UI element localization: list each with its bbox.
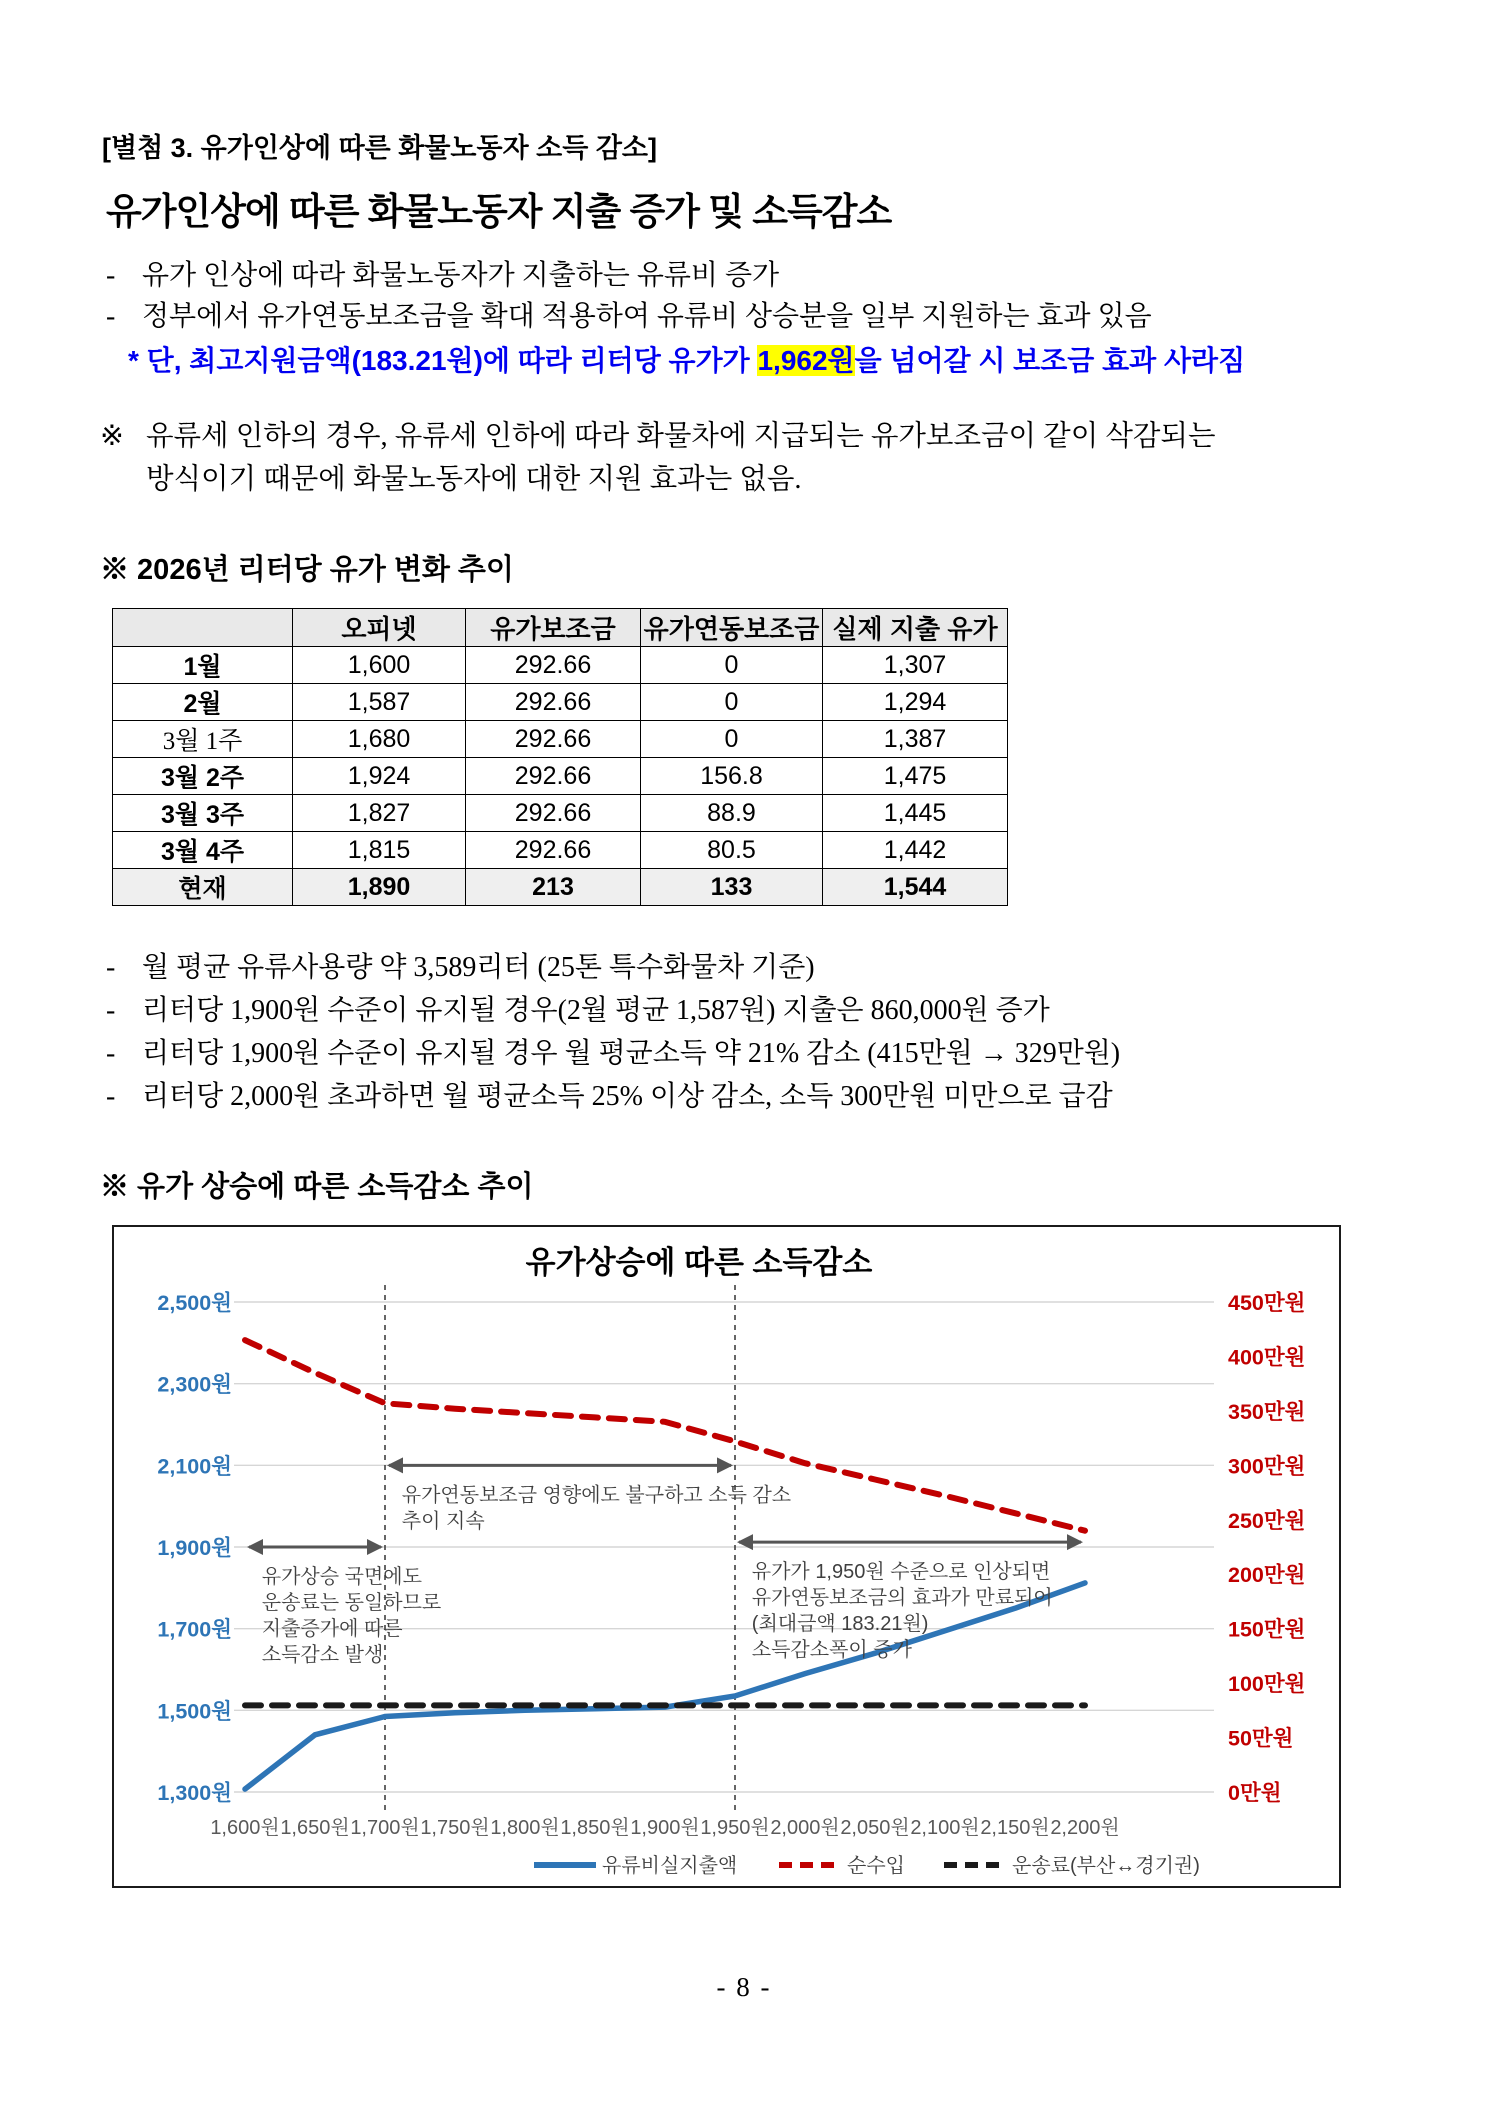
x-axis-label: 2,150원 <box>980 1817 1050 1839</box>
chart-title: 유가상승에 따른 소득감소 <box>525 1245 873 1280</box>
right-axis-label: 400만원 <box>1228 1345 1306 1370</box>
x-axis-label: 2,050원 <box>840 1817 910 1839</box>
row-value: 1,680 <box>293 721 466 758</box>
x-axis-label: 1,900원 <box>630 1817 700 1839</box>
bullet-text: 리터당 2,000원 초과하면 월 평균소득 25% 이상 감소, 소득 300만원 미만으로 급감 <box>142 1081 1113 1112</box>
row-value: 1,475 <box>823 758 1008 795</box>
row-value: 1,600 <box>293 647 466 684</box>
remark-text <box>146 415 1216 501</box>
chart-heading: ※ 유가 상승에 따른 소득감소 추이 <box>100 1171 534 1203</box>
row-value: 1,445 <box>823 795 1008 832</box>
row-value: 88.9 <box>641 795 823 832</box>
row-value: 0 <box>641 684 823 721</box>
arrowhead-left <box>247 1539 263 1555</box>
row-label: 3월 4주 <box>113 832 293 869</box>
analysis-bullet-4 <box>100 1075 1388 1118</box>
annotation-text-2: 유가연동보조금 영향에도 불구하고 소득 감소 추이 지속 <box>401 1484 792 1533</box>
analysis-bullet-2 <box>100 989 1388 1032</box>
right-axis-label: 200만원 <box>1228 1563 1306 1588</box>
bullet-text: 리터당 1,900원 수준이 유지될 경우 월 평균소득 약 21% 감소 (415만원 → 329만원) <box>142 1038 1121 1069</box>
analysis-bullet-1 <box>100 946 1388 989</box>
arrowhead-left <box>387 1457 403 1473</box>
table-col-header: 실제 지출 유가 <box>823 609 1008 647</box>
bullet-text: 정부에서 유가연동보조금을 확대 적용하여 유류비 상승분을 일부 지원하는 효과 있음 <box>142 301 1152 332</box>
row-value: 1,587 <box>293 684 466 721</box>
left-axis-label: 2,100원 <box>157 1454 232 1479</box>
row-label: 3월 3주 <box>113 795 293 832</box>
arrowhead-right <box>717 1457 733 1473</box>
table-row <box>113 721 1008 758</box>
left-axis-label: 1,700원 <box>157 1617 232 1642</box>
right-axis-label: 150만원 <box>1228 1617 1306 1642</box>
intro-bullet-1 <box>100 255 1388 296</box>
row-value: 1,294 <box>823 684 1008 721</box>
x-axis-label: 1,600원 <box>210 1817 280 1839</box>
x-axis-label: 2,000원 <box>770 1817 840 1839</box>
row-value: 292.66 <box>466 721 641 758</box>
row-value: 292.66 <box>466 647 641 684</box>
annotation-text-1: 유가상승 국면에도 운송료는 동일하므로 지출증가에 따른 소득감소 발생 <box>261 1566 442 1666</box>
table-col-header: 유가보조금 <box>466 609 641 647</box>
table-row <box>113 647 1008 684</box>
row-value: 1,442 <box>823 832 1008 869</box>
x-axis-label: 1,650원 <box>280 1817 350 1839</box>
table-row <box>113 832 1008 869</box>
bullet-text: 월 평균 유류사용량 약 3,589리터 (25톤 특수화물차 기준) <box>142 952 815 983</box>
row-label: 1월 <box>113 647 293 684</box>
row-value: 1,815 <box>293 832 466 869</box>
bullet-dash: - <box>106 1081 116 1112</box>
bullet-dash: - <box>106 1038 116 1069</box>
table-row <box>113 795 1008 832</box>
page-number: - 8 - <box>716 1972 772 2002</box>
intro-bullet-2 <box>100 296 1388 337</box>
subsidy-cap-note <box>128 341 1388 381</box>
x-axis-label: 1,850원 <box>560 1817 630 1839</box>
attachment-tag: [별첨 3. 유가인상에 따른 화물노동자 소득 감소] <box>102 133 657 163</box>
table-col-header <box>113 609 293 647</box>
row-value: 1,827 <box>293 795 466 832</box>
intro-bullet-list <box>100 255 1388 337</box>
left-axis-label: 2,300원 <box>157 1372 232 1397</box>
x-axis-label: 1,750원 <box>420 1817 490 1839</box>
remark-line-2: 방식이기 때문에 화물노동자에 대한 지원 효과는 없음. <box>146 464 802 495</box>
x-axis-label: 1,800원 <box>490 1817 560 1839</box>
row-value: 1,387 <box>823 721 1008 758</box>
left-axis-label: 2,500원 <box>157 1291 232 1315</box>
row-value: 133 <box>641 869 823 906</box>
fuel-tax-remark <box>100 415 1388 501</box>
row-value: 1,890 <box>293 869 466 906</box>
analysis-bullet-3 <box>100 1032 1388 1075</box>
legend-label-2: 순수입 <box>847 1855 905 1877</box>
table-col-header: 오피넷 <box>293 609 466 647</box>
row-value: 292.66 <box>466 795 641 832</box>
row-value: 156.8 <box>641 758 823 795</box>
row-value: 0 <box>641 721 823 758</box>
page-title: 유가인상에 따른 화물노동자 지출 증가 및 소득감소 <box>106 191 892 232</box>
table-row <box>113 684 1008 721</box>
bullet-dash: - <box>106 952 116 983</box>
remark-line-1: 유류세 인하의 경우, 유류세 인하에 따라 화물차에 지급되는 유가보조금이 같이 삭감되는 <box>146 421 1216 452</box>
right-axis-label: 50만원 <box>1228 1726 1294 1751</box>
row-value: 1,924 <box>293 758 466 795</box>
row-label: 현재 <box>113 869 293 906</box>
row-value: 292.66 <box>466 684 641 721</box>
table-row <box>113 869 1008 906</box>
analysis-bullet-list <box>100 946 1388 1118</box>
right-axis-label: 450만원 <box>1228 1291 1306 1315</box>
left-axis-label: 1,300원 <box>157 1781 232 1805</box>
bullet-dash: - <box>106 260 116 291</box>
income-decrease-chart <box>112 1225 1341 1888</box>
row-value: 1,307 <box>823 647 1008 684</box>
row-value: 1,544 <box>823 869 1008 906</box>
right-axis-label: 300만원 <box>1228 1454 1306 1479</box>
remark-marker: ※ <box>100 421 124 452</box>
chart-canvas <box>114 1227 1339 1886</box>
row-value: 292.66 <box>466 832 641 869</box>
row-label: 3월 1주 <box>113 721 293 758</box>
row-label: 3월 2주 <box>113 758 293 795</box>
legend-label-3: 운송료(부산↔경기권) <box>1012 1855 1200 1877</box>
x-axis-label: 1,700원 <box>350 1817 420 1839</box>
table-col-header: 유가연동보조금 <box>641 609 823 647</box>
table-header <box>113 609 1008 647</box>
arrowhead-right <box>367 1539 383 1555</box>
bullet-text: 리터당 1,900원 수준이 유지될 경우(2월 평균 1,587원) 지출은 860,000원 증가 <box>142 995 1050 1026</box>
x-axis-label: 1,950원 <box>700 1817 770 1839</box>
row-label: 2월 <box>113 684 293 721</box>
x-axis-label: 2,200원 <box>1050 1817 1120 1839</box>
row-value: 213 <box>466 869 641 906</box>
left-axis-label: 1,900원 <box>157 1536 232 1560</box>
bullet-dash: - <box>106 995 116 1026</box>
row-value: 0 <box>641 647 823 684</box>
right-axis-label: 250만원 <box>1228 1508 1306 1533</box>
row-value: 292.66 <box>466 758 641 795</box>
note-highlight: 1,962원 <box>757 345 855 376</box>
annotation-text-3: 유가가 1,950원 수준으로 인상되면 유가연동보조금의 효과가 만료되어 (최대금액 183.21원) 소득감소폭이 증가 <box>751 1561 1053 1662</box>
note-suffix: 을 넘어갈 시 보조금 효과 사라짐 <box>854 345 1246 376</box>
fuel-price-table <box>112 608 1008 906</box>
left-axis-label: 1,500원 <box>157 1699 232 1724</box>
bullet-text: 유가 인상에 따라 화물노동자가 지출하는 유류비 증가 <box>142 260 780 291</box>
right-axis-label: 0만원 <box>1228 1781 1282 1805</box>
note-prefix: * 단, 최고지원금액(183.21원)에 따라 리터당 유가가 <box>128 345 758 376</box>
bullet-dash: - <box>106 301 116 332</box>
x-axis-label: 2,100원 <box>910 1817 980 1839</box>
right-axis-label: 350만원 <box>1228 1399 1306 1424</box>
row-value: 80.5 <box>641 832 823 869</box>
right-axis-label: 100만원 <box>1228 1672 1306 1697</box>
table-row <box>113 758 1008 795</box>
legend-label-1: 유류비실지출액 <box>602 1855 738 1877</box>
table-heading: ※ 2026년 리터당 유가 변화 추이 <box>100 554 514 586</box>
